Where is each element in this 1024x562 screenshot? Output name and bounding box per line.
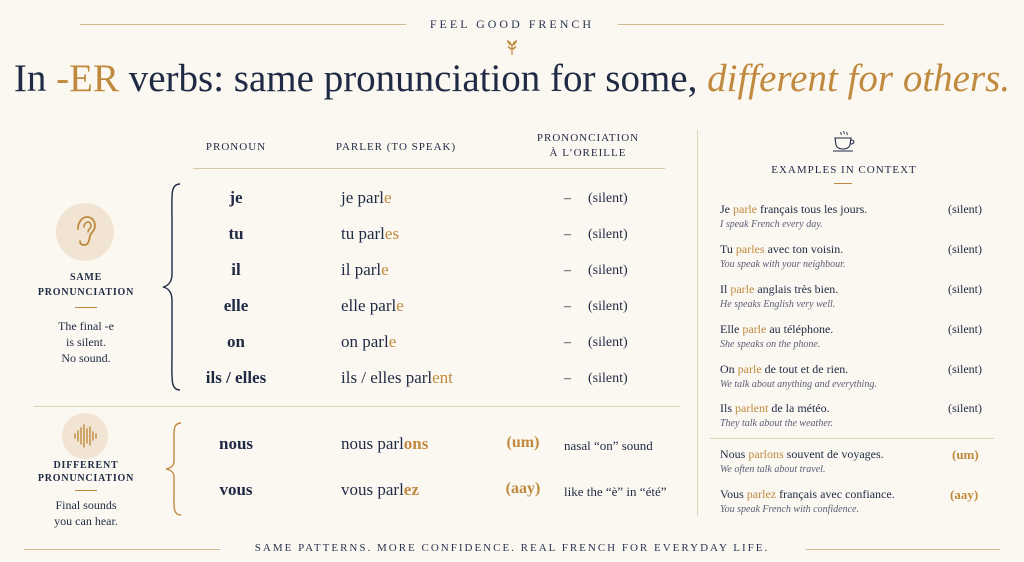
same-description (30, 318, 142, 366)
same-brace (160, 182, 182, 392)
example-fr: Je parle français tous les jours. (720, 202, 868, 216)
diff-description (30, 497, 142, 529)
title-er: -ER (56, 57, 119, 100)
verb-stem: elle parl (341, 296, 397, 315)
verb-stem: je parl (341, 188, 384, 207)
verb-vous (341, 480, 419, 500)
same-dash (75, 307, 97, 308)
wheat-leaf-icon (503, 38, 521, 56)
example-fr: Il parle anglais très bien. (720, 282, 839, 296)
verb-ending: es (384, 224, 400, 243)
pronoun-ils-elles: ils / elles (205, 368, 267, 387)
example-tag: (silent) (948, 322, 982, 336)
diff-desc-line1: Final sounds (55, 498, 117, 512)
footer-tagline: SAME PATTERNS. MORE CONFIDENCE. REAL FRENCH FOR EVERYDAY LIFE. (254, 542, 770, 554)
same-title-line2: PRONUNCIATION (37, 287, 135, 298)
verb-stem: nous parl (341, 434, 404, 453)
same-desc-line1: The final -e (58, 319, 114, 333)
sound-wave-icon (62, 413, 108, 459)
verb-ending: e (381, 260, 389, 279)
example-tag: (silent) (948, 202, 982, 216)
verb-stem: on parl (341, 332, 389, 351)
sound-il: (silent) (588, 263, 628, 278)
ear-icon-circle (56, 203, 114, 261)
example-tag: (silent) (948, 362, 982, 376)
coffee-cup-icon (831, 130, 857, 152)
verb-stem: ils / elles parl (341, 368, 433, 387)
same-title-line1: SAME (69, 272, 103, 283)
pronoun-tu: tu (228, 224, 244, 243)
verb-nous (341, 434, 428, 454)
diff-desc-line2: you can hear. (54, 514, 118, 528)
verb-ending: ent (432, 368, 453, 387)
verb-je (341, 188, 392, 208)
dash-il: – (564, 263, 571, 278)
diff-title (30, 459, 142, 485)
example-fr: Tu parles avec ton voisin. (720, 242, 844, 256)
example-fr: Ils parlent de la météo. (720, 401, 830, 415)
title-different: different for others. (707, 57, 1011, 100)
examples-title: EXAMPLES IN CONTEXT (771, 164, 917, 176)
verb-ending: e (383, 188, 392, 207)
sound-nous: (um) (506, 434, 540, 451)
column-separator (697, 130, 698, 516)
diff-title-line2: PRONUNCIATION (37, 473, 135, 484)
pronoun-je: je (229, 188, 243, 207)
ear-icon (56, 203, 114, 261)
verb-ending: e (388, 332, 397, 351)
dash-tu: – (564, 227, 571, 242)
example-tag: (aay) (950, 487, 979, 502)
page-title (0, 56, 1024, 101)
sound-on: (silent) (588, 335, 628, 350)
verb-il (341, 260, 389, 280)
diff-dash (75, 490, 97, 491)
examples-dash (834, 183, 852, 184)
verb-ending: ez (403, 480, 419, 499)
brand-name: FEEL GOOD FRENCH (429, 17, 595, 31)
sound-je: (silent) (588, 191, 628, 206)
note-vous: like the “è” in “été” (564, 484, 667, 499)
diff-title-line1: DIFFERENT (53, 460, 119, 471)
example-fr: On parle de tout et de rien. (720, 362, 849, 376)
example-en: You speak French with confidence. (720, 504, 859, 515)
verb-stem: il parl (341, 260, 382, 279)
sound-tu: (silent) (588, 227, 628, 242)
example-tag: (silent) (948, 242, 982, 256)
sound-elle: (silent) (588, 299, 628, 314)
header-pronoun: PRONOUN (205, 141, 267, 153)
example-en: He speaks English very well. (720, 299, 836, 310)
example-fr: Elle parle au téléphone. (720, 322, 834, 336)
pronoun-vous: vous (219, 480, 253, 499)
verb-ils-elles (341, 368, 453, 388)
header-prononciation (518, 131, 658, 161)
example-tag: (um) (952, 447, 979, 462)
pronoun-on: on (227, 332, 245, 351)
verb-stem: vous parl (341, 480, 404, 499)
title-prefix: In (13, 57, 57, 100)
example-tag: (silent) (948, 401, 982, 415)
example-tag: (silent) (948, 282, 982, 296)
dash-on: – (564, 335, 571, 350)
example-fr: Nous parlons souvent de voyages. (720, 447, 884, 461)
group-divider (34, 406, 680, 407)
example-en: I speak French every day. (720, 219, 823, 230)
pronoun-elle: elle (223, 296, 249, 315)
example-en: They talk about the weather. (720, 418, 834, 429)
header-prononciation-line2: À L’OREILLE (549, 147, 627, 159)
dash-elle: – (564, 299, 571, 314)
sound-wave-icon-circle (62, 413, 108, 459)
example-en: We often talk about travel. (720, 464, 826, 475)
sound-vous: (aay) (505, 480, 541, 497)
example-en: You speak with your neighbour. (720, 259, 846, 270)
dash-je: – (564, 191, 571, 206)
example-en: She speaks on the phone. (720, 339, 821, 350)
verb-ending: e (396, 296, 404, 315)
same-title (30, 270, 142, 300)
sound-ils-elles: (silent) (588, 371, 628, 386)
example-en: We talk about anything and everything. (720, 379, 877, 390)
header-divider (193, 168, 665, 169)
same-desc-line3: No sound. (61, 351, 111, 365)
pronoun-il: il (231, 260, 241, 279)
same-desc-line2: is silent. (65, 335, 106, 349)
pronoun-nous: nous (218, 434, 254, 453)
verb-elle (341, 296, 404, 316)
verb-tu (341, 224, 399, 244)
verb-ending: ons (403, 434, 429, 453)
verb-on (341, 332, 396, 352)
examples-divider (710, 438, 994, 439)
example-fr: Vous parlez français avec confiance. (720, 487, 895, 501)
dash-ils-elles: – (564, 371, 571, 386)
header-parler: PARLER (TO SPEAK) (335, 141, 457, 153)
verb-stem: tu parl (341, 224, 385, 243)
note-nous: nasal “on” sound (564, 438, 653, 453)
header-prononciation-line1: PRONONCIATION (536, 132, 640, 144)
title-middle: verbs: same pronunciation for some, (119, 57, 708, 100)
